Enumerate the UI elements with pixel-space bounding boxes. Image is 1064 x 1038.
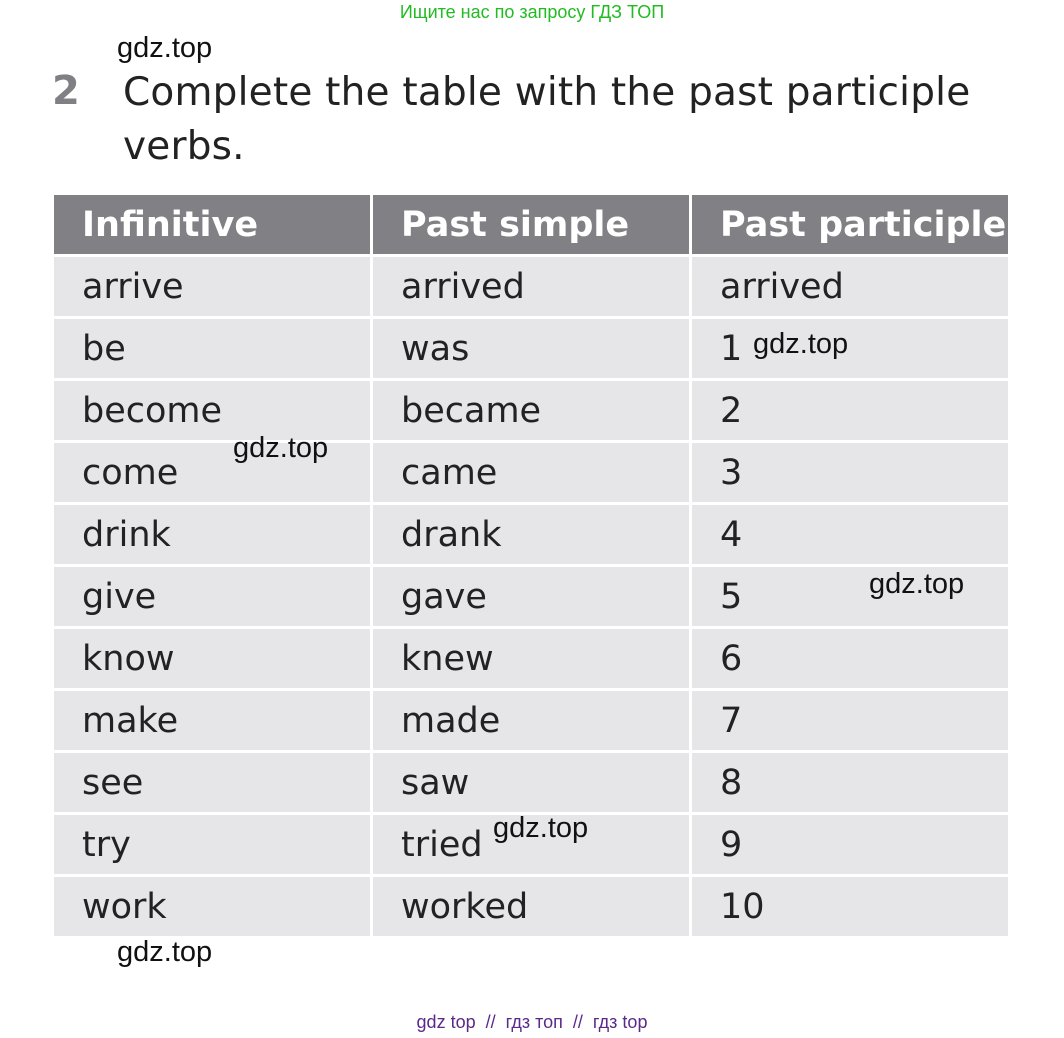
- infinitive-cell: arrive: [54, 257, 370, 316]
- header-past-participle: Past participle: [692, 195, 1008, 254]
- table-row: [54, 257, 1008, 316]
- watermark: gdz.top: [753, 328, 849, 360]
- table-row: [54, 443, 1008, 502]
- watermark: gdz.top: [869, 568, 965, 600]
- past-participle-cell: 5: [692, 567, 1008, 626]
- watermark: gdz.top: [493, 812, 589, 844]
- past-simple-cell: drank: [373, 505, 689, 564]
- past-participle-cell: 8: [692, 753, 1008, 812]
- past-simple-cell: became: [373, 381, 689, 440]
- footer-watermark: gdz top // гдз топ // гдз top: [416, 1012, 648, 1032]
- infinitive-cell: drink: [54, 505, 370, 564]
- watermark: gdz.top: [117, 32, 213, 64]
- past-simple-cell: was: [373, 319, 689, 378]
- past-simple-cell: gave: [373, 567, 689, 626]
- table-row: [54, 691, 1008, 750]
- table-row: [54, 753, 1008, 812]
- table-header-row: [54, 195, 1008, 254]
- top-banner: Ищите нас по запросу ГДЗ ТОП: [399, 2, 665, 22]
- past-participle-cell: 3: [692, 443, 1008, 502]
- table-row: [54, 567, 1008, 626]
- infinitive-cell: know: [54, 629, 370, 688]
- watermark: gdz.top: [117, 936, 213, 968]
- table-row: [54, 629, 1008, 688]
- past-participle-cell: 4: [692, 505, 1008, 564]
- past-simple-cell: came: [373, 443, 689, 502]
- exercise-number: 2: [52, 68, 80, 114]
- past-simple-cell: knew: [373, 629, 689, 688]
- past-simple-cell: arrived: [373, 257, 689, 316]
- infinitive-cell: come: [54, 443, 370, 502]
- infinitive-cell: see: [54, 753, 370, 812]
- infinitive-cell: work: [54, 877, 370, 936]
- past-participle-cell: 9: [692, 815, 1008, 874]
- past-participle-cell: 6: [692, 629, 1008, 688]
- watermark: gdz.top: [233, 432, 329, 464]
- table-row: [54, 381, 1008, 440]
- infinitive-cell: become: [54, 381, 370, 440]
- past-simple-cell: tried: [373, 815, 689, 874]
- exercise-instruction: Complete the table with the past participle verbs.: [123, 70, 971, 169]
- past-participle-cell: 10: [692, 877, 1008, 936]
- past-participle-cell: 2: [692, 381, 1008, 440]
- header-past-simple: Past simple: [373, 195, 689, 254]
- infinitive-cell: try: [54, 815, 370, 874]
- header-infinitive: Infinitive: [54, 195, 370, 254]
- past-participle-cell: 1: [692, 319, 1008, 378]
- past-participle-cell: arrived: [692, 257, 1008, 316]
- table-row: [54, 505, 1008, 564]
- table-row: [54, 319, 1008, 378]
- past-simple-cell: worked: [373, 877, 689, 936]
- table-row: [54, 877, 1008, 936]
- past-simple-cell: made: [373, 691, 689, 750]
- infinitive-cell: give: [54, 567, 370, 626]
- past-simple-cell: saw: [373, 753, 689, 812]
- infinitive-cell: be: [54, 319, 370, 378]
- infinitive-cell: make: [54, 691, 370, 750]
- past-participle-cell: 7: [692, 691, 1008, 750]
